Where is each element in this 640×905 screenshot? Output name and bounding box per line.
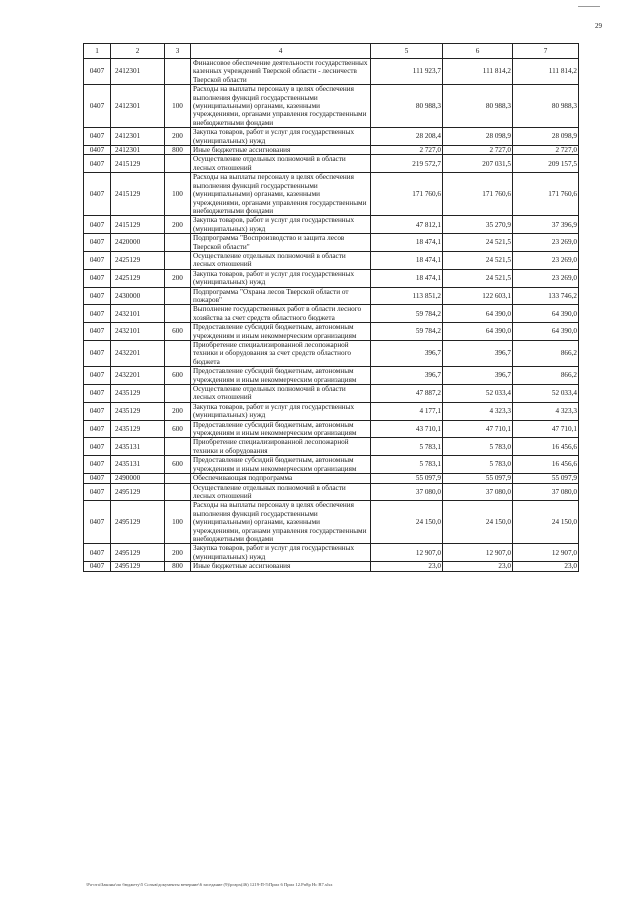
header-cell: 3: [165, 44, 191, 59]
amount-col6: 35 270,9: [443, 216, 513, 234]
table-row: [84, 173, 579, 216]
table-row: [84, 323, 579, 341]
target-article: 2432201: [111, 341, 165, 367]
target-article: 2495129: [111, 501, 165, 544]
section-code: 0407: [84, 420, 111, 438]
section-code: 0407: [84, 438, 111, 456]
section-code: 0407: [84, 474, 111, 483]
expense-type: [165, 483, 191, 501]
description: Расходы на выплаты персоналу в целях обеспечения выполнения функций государственными (муниципальными) органами, казенными учреждениями, органами управления государственными внебюджетными фондами: [191, 173, 371, 216]
table-row: [84, 474, 579, 483]
amount-col7: 37 080,0: [513, 483, 579, 501]
description: Иные бюджетные ассигнования: [191, 146, 371, 155]
amount-col7: 64 390,0: [513, 323, 579, 341]
description: Предоставление субсидий бюджетным, автономным учреждениям и иным некоммерческим организациям: [191, 367, 371, 385]
table-row: [84, 269, 579, 287]
expense-type: 100: [165, 85, 191, 128]
amount-col6: 24 521,5: [443, 269, 513, 287]
table-row: [84, 385, 579, 403]
table-row: [84, 544, 579, 562]
table-row: [84, 146, 579, 155]
amount-col5: 171 760,6: [371, 173, 443, 216]
expense-type: 200: [165, 544, 191, 562]
amount-col6: 52 033,4: [443, 385, 513, 403]
amount-col7: 4 323,3: [513, 402, 579, 420]
target-article: 2495129: [111, 483, 165, 501]
amount-col7: 12 907,0: [513, 544, 579, 562]
amount-col5: 28 208,4: [371, 128, 443, 146]
amount-col5: 5 783,1: [371, 456, 443, 474]
description: Осуществление отдельных полномочий в области лесных отношений: [191, 155, 371, 173]
amount-col6: 171 760,6: [443, 173, 513, 216]
description: Закупка товаров, работ и услуг для государственных (муниципальных) нужд: [191, 402, 371, 420]
amount-col6: 396,7: [443, 367, 513, 385]
expense-type: 200: [165, 402, 191, 420]
amount-col5: 24 150,0: [371, 501, 443, 544]
section-code: 0407: [84, 456, 111, 474]
description: Осуществление отдельных полномочий в области лесных отношений: [191, 385, 371, 403]
description: Закупка товаров, работ и услуг для государственных (муниципальных) нужд: [191, 216, 371, 234]
amount-col7: 111 814,2: [513, 59, 579, 85]
amount-col5: 47 812,1: [371, 216, 443, 234]
expense-type: 200: [165, 128, 191, 146]
description: Выполнение государственных работ в области лесного хозяйства за счет средств областного бюджета: [191, 305, 371, 323]
expense-type: 100: [165, 173, 191, 216]
table-row: [84, 128, 579, 146]
target-article: 2432201: [111, 367, 165, 385]
amount-col5: 18 474,1: [371, 234, 443, 252]
description: Предоставление субсидий бюджетным, автономным учреждениям и иным некоммерческим организациям: [191, 420, 371, 438]
amount-col7: 28 098,9: [513, 128, 579, 146]
amount-col5: 396,7: [371, 341, 443, 367]
description: Осуществление отдельных полномочий в области лесных отношений: [191, 483, 371, 501]
amount-col5: 5 783,1: [371, 438, 443, 456]
table-row: [84, 438, 579, 456]
expense-type: 100: [165, 501, 191, 544]
amount-col5: 23,0: [371, 562, 443, 571]
amount-col7: 47 710,1: [513, 420, 579, 438]
target-article: 2415129: [111, 216, 165, 234]
amount-col6: 64 390,0: [443, 323, 513, 341]
amount-col5: 111 923,7: [371, 59, 443, 85]
target-article: 2412301: [111, 146, 165, 155]
section-code: 0407: [84, 483, 111, 501]
amount-col5: 37 080,0: [371, 483, 443, 501]
table-row: [84, 234, 579, 252]
expense-type: [165, 234, 191, 252]
amount-col6: 5 783,0: [443, 438, 513, 456]
expense-type: [165, 287, 191, 305]
expense-type: [165, 305, 191, 323]
amount-col5: 55 097,9: [371, 474, 443, 483]
section-code: 0407: [84, 367, 111, 385]
amount-col6: 24 521,5: [443, 251, 513, 269]
amount-col5: 59 784,2: [371, 323, 443, 341]
amount-col7: 866,2: [513, 341, 579, 367]
amount-col5: 59 784,2: [371, 305, 443, 323]
section-code: 0407: [84, 544, 111, 562]
section-code: 0407: [84, 216, 111, 234]
table-row: [84, 287, 579, 305]
amount-col6: 396,7: [443, 341, 513, 367]
section-code: 0407: [84, 305, 111, 323]
target-article: 2412301: [111, 59, 165, 85]
header-cell: 4: [191, 44, 371, 59]
table-row: [84, 341, 579, 367]
section-code: 0407: [84, 251, 111, 269]
amount-col6: 24 521,5: [443, 234, 513, 252]
amount-col7: 209 157,5: [513, 155, 579, 173]
target-article: 2430000: [111, 287, 165, 305]
target-article: 2490000: [111, 474, 165, 483]
description: Приобретение специализированной лесопожарной техники и оборудования за счет средств областного бюджета: [191, 341, 371, 367]
table-row: [84, 402, 579, 420]
expense-type: 600: [165, 367, 191, 385]
amount-col6: 37 080,0: [443, 483, 513, 501]
header-row: [84, 44, 579, 59]
expense-type: 800: [165, 146, 191, 155]
section-code: 0407: [84, 287, 111, 305]
target-article: 2495129: [111, 544, 165, 562]
amount-col5: 4 177,1: [371, 402, 443, 420]
description: Расходы на выплаты персоналу в целях обеспечения выполнения функций государственными (муниципальными) органами, казенными учреждениями, органами управления государственными внебюджетными фондами: [191, 501, 371, 544]
amount-col7: 16 456,6: [513, 456, 579, 474]
amount-col7: 23 269,0: [513, 269, 579, 287]
target-article: 2435129: [111, 402, 165, 420]
expense-type: [165, 251, 191, 269]
section-code: 0407: [84, 234, 111, 252]
section-code: 0407: [84, 173, 111, 216]
expense-type: 600: [165, 323, 191, 341]
section-code: 0407: [84, 146, 111, 155]
expense-type: [165, 155, 191, 173]
description: Закупка товаров, работ и услуг для государственных (муниципальных) нужд: [191, 269, 371, 287]
target-article: 2435129: [111, 420, 165, 438]
amount-col5: 12 907,0: [371, 544, 443, 562]
expense-type: [165, 341, 191, 367]
amount-col5: 18 474,1: [371, 269, 443, 287]
table-row: [84, 59, 579, 85]
table-row: [84, 483, 579, 501]
header-cell: 5: [371, 44, 443, 59]
amount-col5: 2 727,0: [371, 146, 443, 155]
amount-col6: 111 814,2: [443, 59, 513, 85]
description: Предоставление субсидий бюджетным, автономным учреждениям и иным некоммерческим организациям: [191, 456, 371, 474]
table-row: [84, 562, 579, 571]
amount-col7: 37 396,9: [513, 216, 579, 234]
amount-col5: 113 851,2: [371, 287, 443, 305]
amount-col6: 28 098,9: [443, 128, 513, 146]
description: Предоставление субсидий бюджетным, автономным учреждениям и иным некоммерческим организациям: [191, 323, 371, 341]
target-article: 2420000: [111, 234, 165, 252]
header-cell: 6: [443, 44, 513, 59]
amount-col7: 55 097,9: [513, 474, 579, 483]
amount-col6: 4 323,3: [443, 402, 513, 420]
amount-col6: 2 727,0: [443, 146, 513, 155]
expense-type: [165, 438, 191, 456]
target-article: 2435131: [111, 438, 165, 456]
description: Подпрограмма "Воспроизводство и защита лесов Тверской области": [191, 234, 371, 252]
section-code: 0407: [84, 562, 111, 571]
section-code: 0407: [84, 341, 111, 367]
header-cell: 7: [513, 44, 579, 59]
description: Закупка товаров, работ и услуг для государственных (муниципальных) нужд: [191, 128, 371, 146]
expense-type: [165, 385, 191, 403]
amount-col5: 47 887,2: [371, 385, 443, 403]
amount-col6: 80 988,3: [443, 85, 513, 128]
amount-col7: 64 390,0: [513, 305, 579, 323]
expense-type: 800: [165, 562, 191, 571]
amount-col7: 23 269,0: [513, 251, 579, 269]
amount-col7: 24 150,0: [513, 501, 579, 544]
description: Финансовое обеспечение деятельности государственных казенных учреждений Тверской области - лесничеств Тверской области: [191, 59, 371, 85]
description: Расходы на выплаты персоналу в целях обеспечения выполнения функций государственными (муниципальными) органами, казенными учреждениями, органами управления государственными внебюджетными фондами: [191, 85, 371, 128]
table-row: [84, 420, 579, 438]
target-article: 2432101: [111, 305, 165, 323]
section-code: 0407: [84, 85, 111, 128]
target-article: 2435129: [111, 385, 165, 403]
amount-col6: 12 907,0: [443, 544, 513, 562]
amount-col5: 396,7: [371, 367, 443, 385]
amount-col7: 23 269,0: [513, 234, 579, 252]
target-article: 2415129: [111, 155, 165, 173]
target-article: 2425129: [111, 251, 165, 269]
description: Приобретение специализированной лесопожарной техники и оборудования: [191, 438, 371, 456]
section-code: 0407: [84, 128, 111, 146]
section-code: 0407: [84, 59, 111, 85]
description: Осуществление отдельных полномочий в области лесных отношений: [191, 251, 371, 269]
target-article: 2412301: [111, 128, 165, 146]
top-rule: [578, 6, 600, 7]
expense-type: 600: [165, 456, 191, 474]
description: Иные бюджетные ассигнования: [191, 562, 371, 571]
section-code: 0407: [84, 323, 111, 341]
target-article: 2435131: [111, 456, 165, 474]
amount-col6: 207 031,5: [443, 155, 513, 173]
section-code: 0407: [84, 385, 111, 403]
target-article: 2495129: [111, 562, 165, 571]
section-code: 0407: [84, 501, 111, 544]
table-row: [84, 305, 579, 323]
table-row: [84, 216, 579, 234]
amount-col6: 23,0: [443, 562, 513, 571]
amount-col6: 55 097,9: [443, 474, 513, 483]
target-article: 2432101: [111, 323, 165, 341]
file-path-footer: \Ра-ота\Законы\по бюджету\5 Созыв\документы вечерние\6 заседание (9)\ргарх(46) 1219-П-5\Прил 6 Прил 12.Рп8р Нс В7.xlsx: [86, 882, 333, 887]
amount-col7: 171 760,6: [513, 173, 579, 216]
description: Закупка товаров, работ и услуг для государственных (муниципальных) нужд: [191, 544, 371, 562]
table-row: [84, 367, 579, 385]
page-number: 29: [595, 22, 602, 30]
amount-col7: 866,2: [513, 367, 579, 385]
expense-type: [165, 59, 191, 85]
amount-col7: 2 727,0: [513, 146, 579, 155]
amount-col5: 18 474,1: [371, 251, 443, 269]
amount-col6: 24 150,0: [443, 501, 513, 544]
expense-type: 200: [165, 269, 191, 287]
amount-col6: 64 390,0: [443, 305, 513, 323]
amount-col6: 5 783,0: [443, 456, 513, 474]
amount-col5: 43 710,1: [371, 420, 443, 438]
target-article: 2425129: [111, 269, 165, 287]
section-code: 0407: [84, 155, 111, 173]
target-article: 2412301: [111, 85, 165, 128]
header-cell: 2: [111, 44, 165, 59]
amount-col6: 47 710,1: [443, 420, 513, 438]
amount-col7: 23,0: [513, 562, 579, 571]
table-row: [84, 501, 579, 544]
amount-col5: 80 988,3: [371, 85, 443, 128]
header-cell: 1: [84, 44, 111, 59]
table-row: [84, 456, 579, 474]
amount-col7: 52 033,4: [513, 385, 579, 403]
table-row: [84, 155, 579, 173]
amount-col7: 16 456,6: [513, 438, 579, 456]
budget-table: [83, 43, 579, 572]
expense-type: 600: [165, 420, 191, 438]
description: Подпрограмма "Охрана лесов Тверской области от пожаров": [191, 287, 371, 305]
expense-type: 200: [165, 216, 191, 234]
table-row: [84, 251, 579, 269]
expense-type: [165, 474, 191, 483]
section-code: 0407: [84, 269, 111, 287]
amount-col7: 80 988,3: [513, 85, 579, 128]
amount-col7: 133 746,2: [513, 287, 579, 305]
amount-col5: 219 572,7: [371, 155, 443, 173]
target-article: 2415129: [111, 173, 165, 216]
description: Обеспечивающая подпрограмма: [191, 474, 371, 483]
table-row: [84, 85, 579, 128]
section-code: 0407: [84, 402, 111, 420]
amount-col6: 122 603,1: [443, 287, 513, 305]
